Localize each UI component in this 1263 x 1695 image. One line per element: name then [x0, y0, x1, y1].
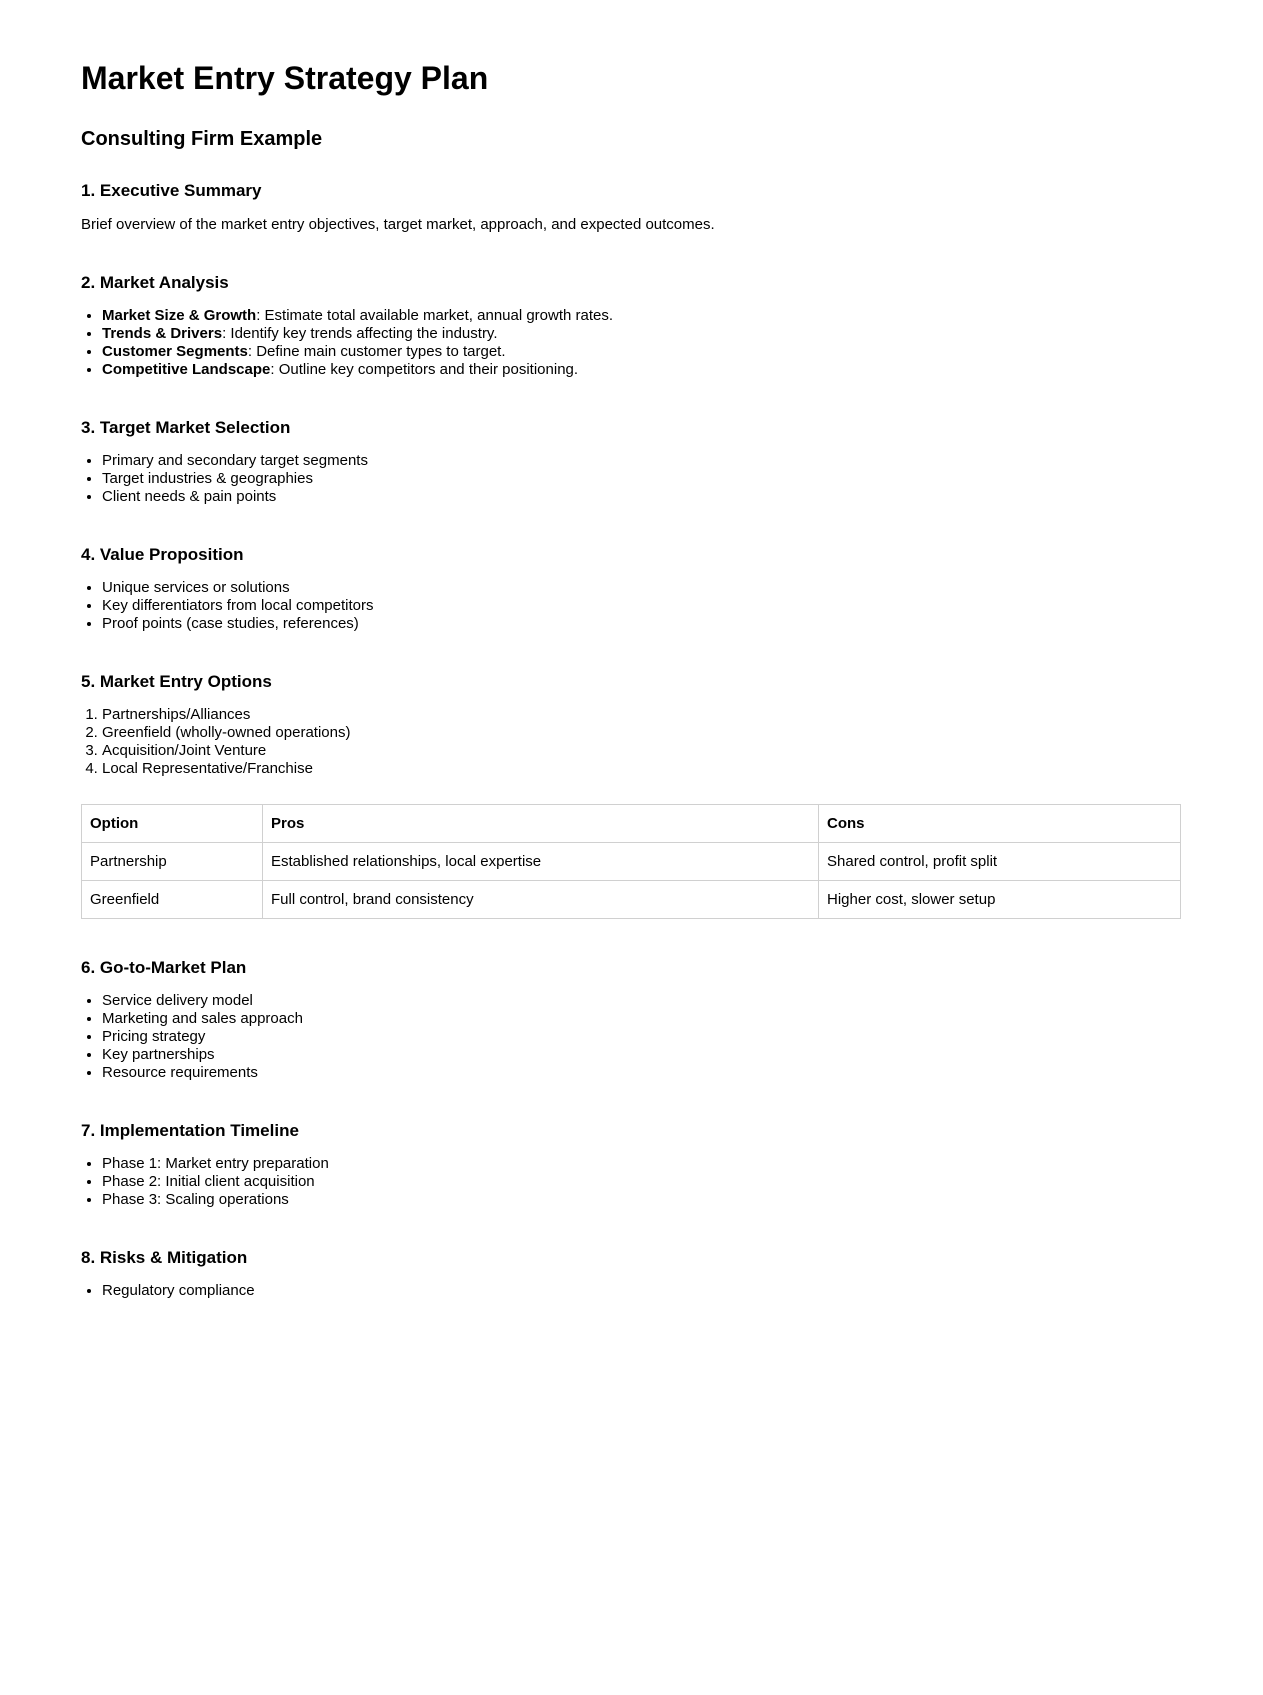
section-heading: 3. Target Market Selection	[81, 418, 291, 437]
bullet-list	[81, 992, 1182, 1082]
item-term: Market Size & Growth	[102, 307, 257, 324]
section-market-analysis	[81, 272, 1182, 379]
section-paragraph: Brief overview of the market entry objectives, target market, approach, and expected outcomes.	[81, 216, 715, 233]
list-item: 3. Acquisition/Joint Venture	[102, 742, 1182, 760]
section-heading: 4. Value Proposition	[81, 545, 244, 564]
section-risks-mitigation	[81, 1247, 1182, 1300]
list-item: • Service delivery model	[102, 992, 1182, 1010]
section-market-entry-options	[81, 671, 1182, 919]
section-target-market	[81, 417, 1182, 506]
list-item: • Proof points (case studies, references)	[102, 615, 1182, 633]
table-row	[82, 843, 1181, 881]
list-item: • Client needs & pain points	[102, 488, 1182, 506]
list-item	[102, 361, 1182, 379]
page-title: Market Entry Strategy Plan	[81, 60, 489, 96]
section-heading: 6. Go-to-Market Plan	[81, 958, 247, 977]
table-cell: Shared control, profit split	[819, 843, 1181, 881]
list-item: • Target industries & geographies	[102, 470, 1182, 488]
list-item: • Regulatory compliance	[102, 1282, 1182, 1300]
list-item: • Phase 3: Scaling operations	[102, 1191, 1182, 1209]
section-value-proposition	[81, 544, 1182, 633]
section-heading: 1. Executive Summary	[81, 181, 262, 200]
bullet-list	[81, 452, 1182, 506]
list-item: • Marketing and sales approach	[102, 1010, 1182, 1028]
section-heading: 7. Implementation Timeline	[81, 1121, 299, 1140]
column-header-option: Option	[82, 805, 263, 843]
item-term: Trends & Drivers	[102, 325, 223, 342]
table-cell: Greenfield	[82, 881, 263, 919]
list-item	[102, 325, 1182, 343]
list-item: • Key partnerships	[102, 1046, 1182, 1064]
column-header-cons: Cons	[819, 805, 1181, 843]
bullet-list	[81, 1155, 1182, 1209]
list-item: 4. Local Representative/Franchise	[102, 760, 1182, 778]
table-cell: Partnership	[82, 843, 263, 881]
page-subtitle: Consulting Firm Example	[81, 128, 323, 150]
bullet-list	[81, 1282, 1182, 1300]
entry-options-table	[81, 804, 1181, 919]
item-text: : Identify key trends affecting the industry.	[222, 325, 498, 342]
table-cell: Full control, brand consistency	[263, 881, 819, 919]
list-item: • Primary and secondary target segments	[102, 452, 1182, 470]
list-item: • Phase 1: Market entry preparation	[102, 1155, 1182, 1173]
list-item: • Phase 2: Initial client acquisition	[102, 1173, 1182, 1191]
section-go-to-market	[81, 957, 1182, 1082]
section-implementation-timeline	[81, 1120, 1182, 1209]
numbered-list	[81, 706, 1182, 778]
bullet-list	[81, 307, 1182, 379]
list-item	[102, 343, 1182, 361]
section-executive-summary	[81, 180, 1182, 234]
section-heading: 8. Risks & Mitigation	[81, 1248, 248, 1267]
list-item: • Key differentiators from local competitors	[102, 597, 1182, 615]
list-item	[102, 307, 1182, 325]
item-text: : Outline key competitors and their positioning.	[270, 361, 579, 378]
column-header-pros: Pros	[263, 805, 819, 843]
item-text: : Estimate total available market, annual growth rates.	[256, 307, 614, 324]
item-term: Competitive Landscape	[102, 361, 271, 378]
table-cell: Higher cost, slower setup	[819, 881, 1181, 919]
list-item: 1. Partnerships/Alliances	[102, 706, 1182, 724]
section-heading: 2. Market Analysis	[81, 273, 229, 292]
table-row	[82, 881, 1181, 919]
table-header-row	[82, 805, 1181, 843]
bullet-list	[81, 579, 1182, 633]
section-heading: 5. Market Entry Options	[81, 672, 272, 691]
table-cell: Established relationships, local expertise	[263, 843, 819, 881]
list-item: 2. Greenfield (wholly-owned operations)	[102, 724, 1182, 742]
list-item: • Resource requirements	[102, 1064, 1182, 1082]
item-text: : Define main customer types to target.	[247, 343, 506, 360]
item-term: Customer Segments	[102, 343, 248, 360]
list-item: • Pricing strategy	[102, 1028, 1182, 1046]
list-item: • Unique services or solutions	[102, 579, 1182, 597]
